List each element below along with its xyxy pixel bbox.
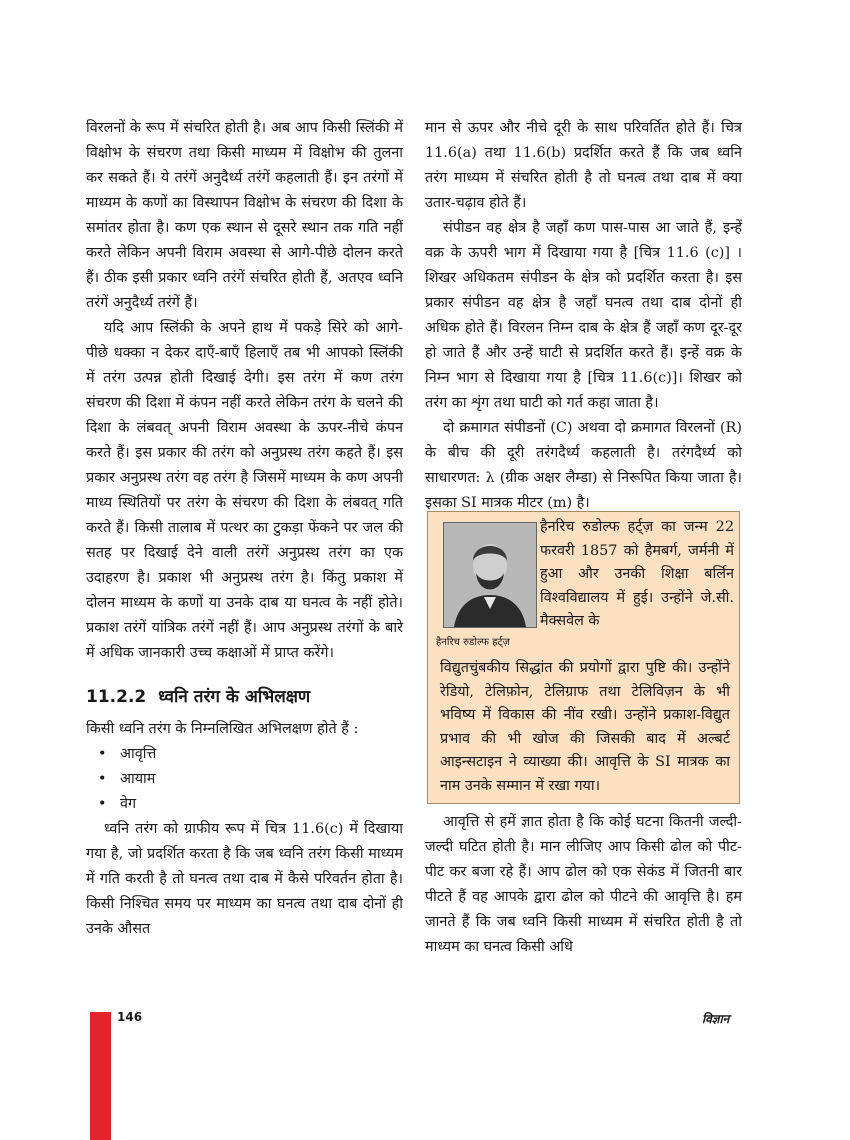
portrait-illustration bbox=[444, 523, 536, 627]
left-paragraph-2: यदि आप स्लिंकी के अपने हाथ में पकड़े सिरे को आगे-पीछे धक्का न देकर दाएँ-बाएँ हिलाएँ तब भी आपको स्लिंकी में तरंग उत्पन्न होती दिखाई देगी। इस तरंग में कण तरंग संचरण की दिशा में कंपन नहीं करते लेकिन तरंग के चलने की दिशा के लंबवत् अपनी विराम अवस्था के ऊपर-नीचे कंपन करते हैं। इस प्रकार की तरंग को अनुप्रस्थ तरंग कहते हैं। इस प्रकार अनुप्रस्थ तरंग वह तरंग है जिसमें माध्यम के कण अपनी माध्य स्थितियों पर तरंग के संचरण की दिशा के लंबवत् गति करते हैं। किसी तालाब में पत्थर का टुकड़ा फेंकने पर जल की सतह पर दिखाई देने वाली तरंगें अनुप्रस्थ तरंग का एक उदाहरण है। प्रकाश भी अनुप्रस्थ तरंग है। किंतु प्रकाश में दोलन माध्यम के कणों या उनके दाब या घनत्व के नहीं होते। प्रकाश तरंगें यांत्रिक तरंगें नहीं हैं। आप अनुप्रस्थ तरंगों के बारे में अधिक जानकारी उच्च कक्षाओं में प्राप्त करेंगे। bbox=[86, 320, 403, 661]
left-paragraph-1: विरलनों के रूप में संचरित होती है। अब आप किसी स्लिंकी में विक्षोभ के संचरण तथा किसी माध्यम में विक्षोभ की तुलना कर सकते हैं। ये तरंगें अनुदैर्ध्य तरंगें कहलाती हैं। इन तरंगों में माध्यम के कणों का विस्थापन विक्षोभ के संचरण की दिशा के समांतर होता है। कण एक स्थान से दूसरे स्थान तक गति नहीं करते लेकिन अपनी विराम अवस्था से आगे-पीछे दोलन करते हैं। ठीक इसी प्रकार ध्वनि तरंगें संचरित होती हैं, अतएव ध्वनि तरंगें अनुदैर्ध्य तरंगें हैं। bbox=[86, 120, 403, 311]
hertz-portrait-image bbox=[443, 522, 537, 628]
right-column-bottom bbox=[425, 810, 742, 960]
page-number: 146 bbox=[117, 1010, 143, 1024]
list-item: • वेग bbox=[106, 792, 403, 817]
characteristics-list bbox=[86, 742, 403, 817]
left-paragraph-3: ध्वनि तरंग को ग्राफीय रूप में चित्र 11.6(c) में दिखाया गया है, जो प्रदर्शित करता है कि जब ध्वनि तरंग किसी माध्यम में गति करती है तो घनत्व तथा दाब में कैसे परिवर्तन होता है। किसी निश्चित समय पर माध्यम का घनत्व तथा दाब दोनों ही उनके औसत bbox=[86, 821, 403, 937]
biography-text-top: हैनरिच रुडोल्फ हर्ट्ज़ का जन्म 22 फरवरी 1857 को हैमबर्ग, जर्मनी में हुआ और उनकी शिक्षा बर्लिन विश्वविद्यालय में हुई। उन्होंने जे.सी. मैक्सवेल के bbox=[540, 519, 734, 629]
section-title: ध्वनि तरंग के अभिलक्षण bbox=[158, 687, 311, 707]
right-paragraph-1: मान से ऊपर और नीचे दूरी के साथ परिवर्तित होते हैं। चित्र 11.6(a) तथा 11.6(b) प्रदर्शित करते हैं कि जब ध्वनि तरंग माध्यम में संचरित होती है तो घनत्व तथा दाब में क्या उतार-चढ़ाव होते हैं। bbox=[425, 120, 742, 211]
right-column bbox=[425, 116, 742, 516]
list-item: • आवृत्ति bbox=[106, 742, 403, 767]
page-edge-accent-bar bbox=[90, 1012, 111, 1140]
characteristics-intro: किसी ध्वनि तरंग के निम्नलिखित अभिलक्षण होते हैं : bbox=[86, 721, 359, 737]
section-heading bbox=[86, 684, 403, 707]
book-title: विज्ञान bbox=[702, 1012, 730, 1026]
right-paragraph-3: दो क्रमागत संपीडनों (C) अथवा दो क्रमागत विरलनों (R) के बीच की दूरी तरंगदैर्ध्य कहलाती है। तरंगदैर्ध्य को साधारणत: λ (ग्रीक अक्षर लैम्डा) से निरूपित किया जाता है। इसका SI मात्रक मीटर (m) है। bbox=[425, 420, 742, 511]
section-number: 11.2.2 bbox=[86, 687, 147, 707]
biography-text-bottom: विद्युतचुंबकीय सिद्धांत की प्रयोगों द्वारा पुष्टि की। उन्होंने रेडियो, टेलिफ़ोन, टेलिग्राफ तथा टेलिविज़न के भी भविष्य में विकास की नींव रखी। उन्होंने प्रकाश-विद्युत प्रभाव की भी खोज की जिसकी बाद में अल्बर्ट आइन्सटाइन ने व्याख्या की। आवृत्ति के SI मात्रक का नाम उनके सम्मान में रखा गया। bbox=[440, 660, 730, 794]
right-paragraph-2: संपीडन वह क्षेत्र है जहाँ कण पास-पास आ जाते हैं, इन्हें वक्र के ऊपरी भाग में दिखाया गया है [चित्र 11.6 (c)] । शिखर अधिकतम संपीडन के क्षेत्र को प्रदर्शित करता है। इस प्रकार संपीडन वह क्षेत्र है जहाँ घनत्व तथा दाब दोनों ही अधिक होते हैं। विरलन निम्न दाब के क्षेत्र हैं जहाँ कण दूर-दूर हो जाते हैं और उन्हें घाटी से प्रदर्शित करते हैं। इन्हें वक्र के निम्न भाग से दिखाया गया है [चित्र 11.6(c)]। शिखर को तरंग का शृंग तथा घाटी को गर्त कहा जाता है। bbox=[425, 220, 742, 411]
portrait-caption: हैनरिच रुडोल्फ हर्ट्ज़ bbox=[436, 637, 510, 648]
right-paragraph-4: आवृत्ति से हमें ज्ञात होता है कि कोई घटना कितनी जल्दी-जल्दी घटित होती है। मान लीजिए आप किसी ढोल को पीट-पीट कर बजा रहे हैं। आप ढोल को एक सेकंड में जितनी बार पीटते हैं वह आपके द्वारा ढोल को पीटने की आवृत्ति है। हम जानते हैं कि जब ध्वनि किसी माध्यम में संचरित होती है तो माध्यम का घनत्व किसी अधि bbox=[425, 814, 742, 955]
list-item: • आयाम bbox=[106, 767, 403, 792]
left-column bbox=[86, 116, 403, 942]
